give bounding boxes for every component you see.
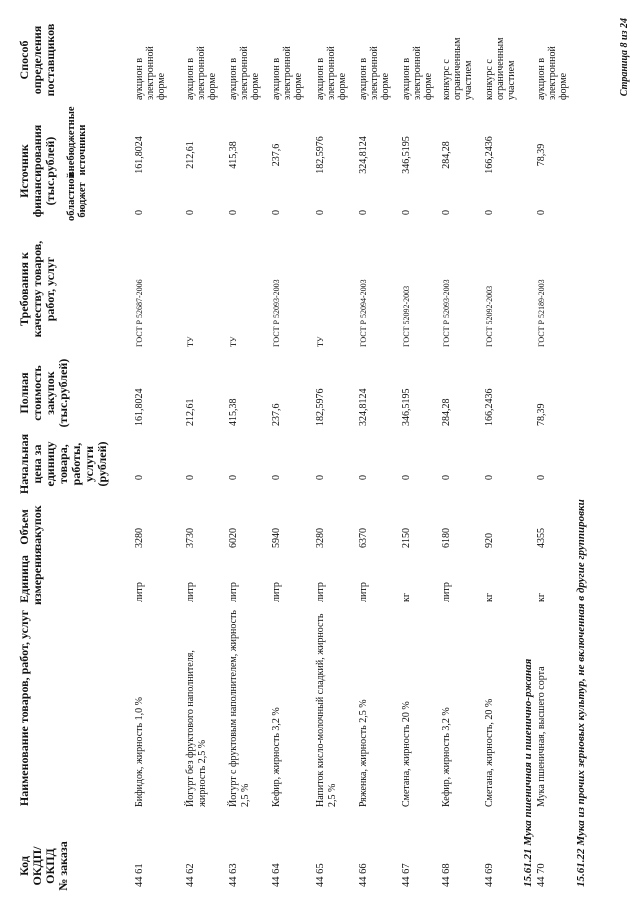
row-total: 182,5976: [315, 388, 326, 426]
row-total: 415,38: [228, 398, 239, 426]
row-regional: 0: [271, 210, 282, 215]
row-total: 346,5195: [401, 388, 412, 426]
row-total: 161,8024: [134, 388, 145, 426]
row-method: аукцион в электронной форме: [134, 46, 167, 100]
row-volume: 6370: [358, 528, 369, 548]
row-code: 44 69: [484, 863, 495, 887]
row-method: конкурс с ограниченным участием: [441, 37, 474, 100]
header-code: Код ОКДП/ ОКПД № заказа: [17, 841, 70, 891]
row-name: Ряженка, жирность 2,5 %: [358, 699, 369, 807]
row-code: 44 62: [185, 863, 196, 887]
table-row: [271, 0, 311, 905]
row-unit: кг: [536, 593, 547, 602]
row-extra: 161,8024: [134, 136, 145, 174]
row-regional: 0: [228, 210, 239, 215]
row-name: Йогурт без фруктового наполнителя, жирность 2,5 %: [185, 650, 208, 807]
row-regional: 0: [484, 210, 495, 215]
row-unit: литр: [315, 582, 326, 602]
header-method: Способ определения поставщиков: [17, 23, 57, 97]
header-funding: Источник финансирования (тыс.рублей): [17, 124, 57, 218]
table-row: [441, 0, 481, 905]
row-price: 0: [484, 475, 495, 480]
row-name: Сметана, жирность, 20 %: [484, 698, 495, 807]
row-price: 0: [536, 475, 547, 480]
row-name: Бифидок, жирность 1,0 %: [134, 697, 145, 807]
header-volume: Объем закупок: [17, 505, 44, 549]
row-unit: литр: [134, 582, 145, 602]
header-name: Наименование товаров, работ, услуг: [17, 609, 31, 807]
row-name: Мука пшеничная, высшего сорта: [536, 666, 547, 807]
row-method: аукцион в электронной форме: [401, 46, 434, 100]
table-row: [185, 0, 225, 905]
row-total: 284,28: [441, 398, 452, 426]
row-extra: 237,6: [271, 143, 282, 167]
row-total: 237,6: [271, 403, 282, 426]
row-extra: 78,39: [536, 143, 547, 167]
row-method: аукцион в электронной форме: [358, 46, 391, 100]
row-unit: литр: [358, 582, 369, 602]
row-extra: 284,28: [441, 141, 452, 169]
row-method: аукцион в электронной форме: [228, 46, 261, 100]
row-volume: 6020: [228, 528, 239, 548]
row-volume: 920: [484, 533, 495, 548]
header-total: Полная стоимость закупок (тыс.рублей): [17, 358, 70, 428]
row-method: аукцион в электронной форме: [536, 46, 569, 100]
row-total: 78,39: [536, 403, 547, 426]
row-volume: 5940: [271, 528, 282, 548]
row-unit: литр: [228, 582, 239, 602]
row-regional: 0: [536, 210, 547, 215]
row-extra: 324,8124: [358, 136, 369, 174]
row-total: 324,8124: [358, 388, 369, 426]
row-name: Сметана, жирность 20 %: [401, 701, 412, 807]
row-requirements: ГОСТ 52092-2003: [485, 285, 494, 347]
row-regional: 0: [315, 210, 326, 215]
row-code: 44 61: [134, 863, 145, 887]
row-name: Напиток кисло-молочный сладкий, жирность 2,5 %: [315, 613, 338, 807]
row-method: аукцион в электронной форме: [315, 46, 348, 100]
row-requirements: ГОСТ Р 52687-2006: [135, 279, 144, 347]
table-row: [401, 0, 441, 905]
row-code: 44 63: [228, 863, 239, 887]
row-total: 212,61: [185, 398, 196, 426]
table-row: [134, 0, 174, 905]
row-extra: 415,38: [228, 141, 239, 169]
row-requirements: ГОСТ Р 52093-2003: [442, 279, 451, 347]
row-unit: кг: [484, 593, 495, 602]
row-requirements: ГОСТ 52092-2003: [402, 285, 411, 347]
row-volume: 4355: [536, 528, 547, 548]
header-unit: Единица измерения: [17, 547, 44, 605]
row-name: Кефир, жирность 3,2 %: [441, 707, 452, 807]
row-unit: литр: [271, 582, 282, 602]
page-number: Страница 8 из 24: [619, 18, 630, 97]
row-unit: кг: [401, 593, 412, 602]
row-price: 0: [185, 475, 196, 480]
row-price: 0: [271, 475, 282, 480]
row-unit: литр: [441, 582, 452, 602]
row-code: 44 65: [315, 863, 326, 887]
row-requirements: ГОСТ Р 52093-2003: [272, 279, 281, 347]
row-volume: 2150: [401, 528, 412, 548]
row-code: 44 68: [441, 863, 452, 887]
row-requirements: ТУ: [186, 336, 195, 347]
group-heading: 15.61.21 Мука пшеничная и пшенично-ржаная: [522, 658, 534, 887]
row-volume: 3730: [185, 528, 196, 548]
row-volume: 3280: [134, 528, 145, 548]
row-price: 0: [134, 475, 145, 480]
group-heading: 15.61.22 Мука из прочих зерновых культур, не включенная в другие группировки: [575, 499, 587, 887]
row-requirements: ГОСТ Р 52094-2003: [359, 279, 368, 347]
row-price: 0: [358, 475, 369, 480]
row-code: 44 64: [271, 863, 282, 887]
row-method: конкурс с ограниченным участием: [484, 37, 517, 100]
row-regional: 0: [401, 210, 412, 215]
row-unit: литр: [185, 582, 196, 602]
row-method: аукцион в электронной форме: [185, 46, 218, 100]
row-extra: 346,5195: [401, 136, 412, 174]
row-regional: 0: [185, 210, 196, 215]
row-method: аукцион в электронной форме: [271, 46, 304, 100]
row-price: 0: [315, 475, 326, 480]
table-row: [315, 0, 355, 905]
row-volume: 6180: [441, 528, 452, 548]
table-row: [358, 0, 398, 905]
row-requirements: ТУ: [316, 336, 325, 347]
row-extra: 212,61: [185, 141, 196, 169]
table-row: [228, 0, 268, 905]
row-regional: 0: [441, 210, 452, 215]
row-name: Кефир, жирность 3,2 %: [271, 707, 282, 807]
row-code: 44 67: [401, 863, 412, 887]
row-volume: 3280: [315, 528, 326, 548]
row-code: 44 70: [536, 863, 547, 887]
table-row: [536, 0, 576, 905]
row-price: 0: [441, 475, 452, 480]
row-regional: 0: [358, 210, 369, 215]
row-total: 166,2436: [484, 388, 495, 426]
row-requirements: ГОСТ Р 52189-2003: [537, 279, 546, 347]
row-price: 0: [401, 475, 412, 480]
row-extra: 166,2436: [484, 136, 495, 174]
header-requirements: Требования к качеству товаров, работ, услуг: [17, 240, 57, 338]
row-price: 0: [228, 475, 239, 480]
header-funding-regional: областной бюджет: [66, 172, 88, 221]
header-funding-extra: внебюджетные источники: [66, 106, 88, 177]
row-code: 44 66: [358, 863, 369, 887]
row-name: Йогурт с фруктовым наполнителем, жирность 2,5 %: [228, 610, 251, 807]
row-requirements: ТУ: [229, 336, 238, 347]
header-unit-price: Начальная цена за единицу товара, работы, услуги (рублей): [17, 433, 109, 495]
table-row: [484, 0, 524, 905]
row-extra: 182,5976: [315, 136, 326, 174]
row-regional: 0: [134, 210, 145, 215]
